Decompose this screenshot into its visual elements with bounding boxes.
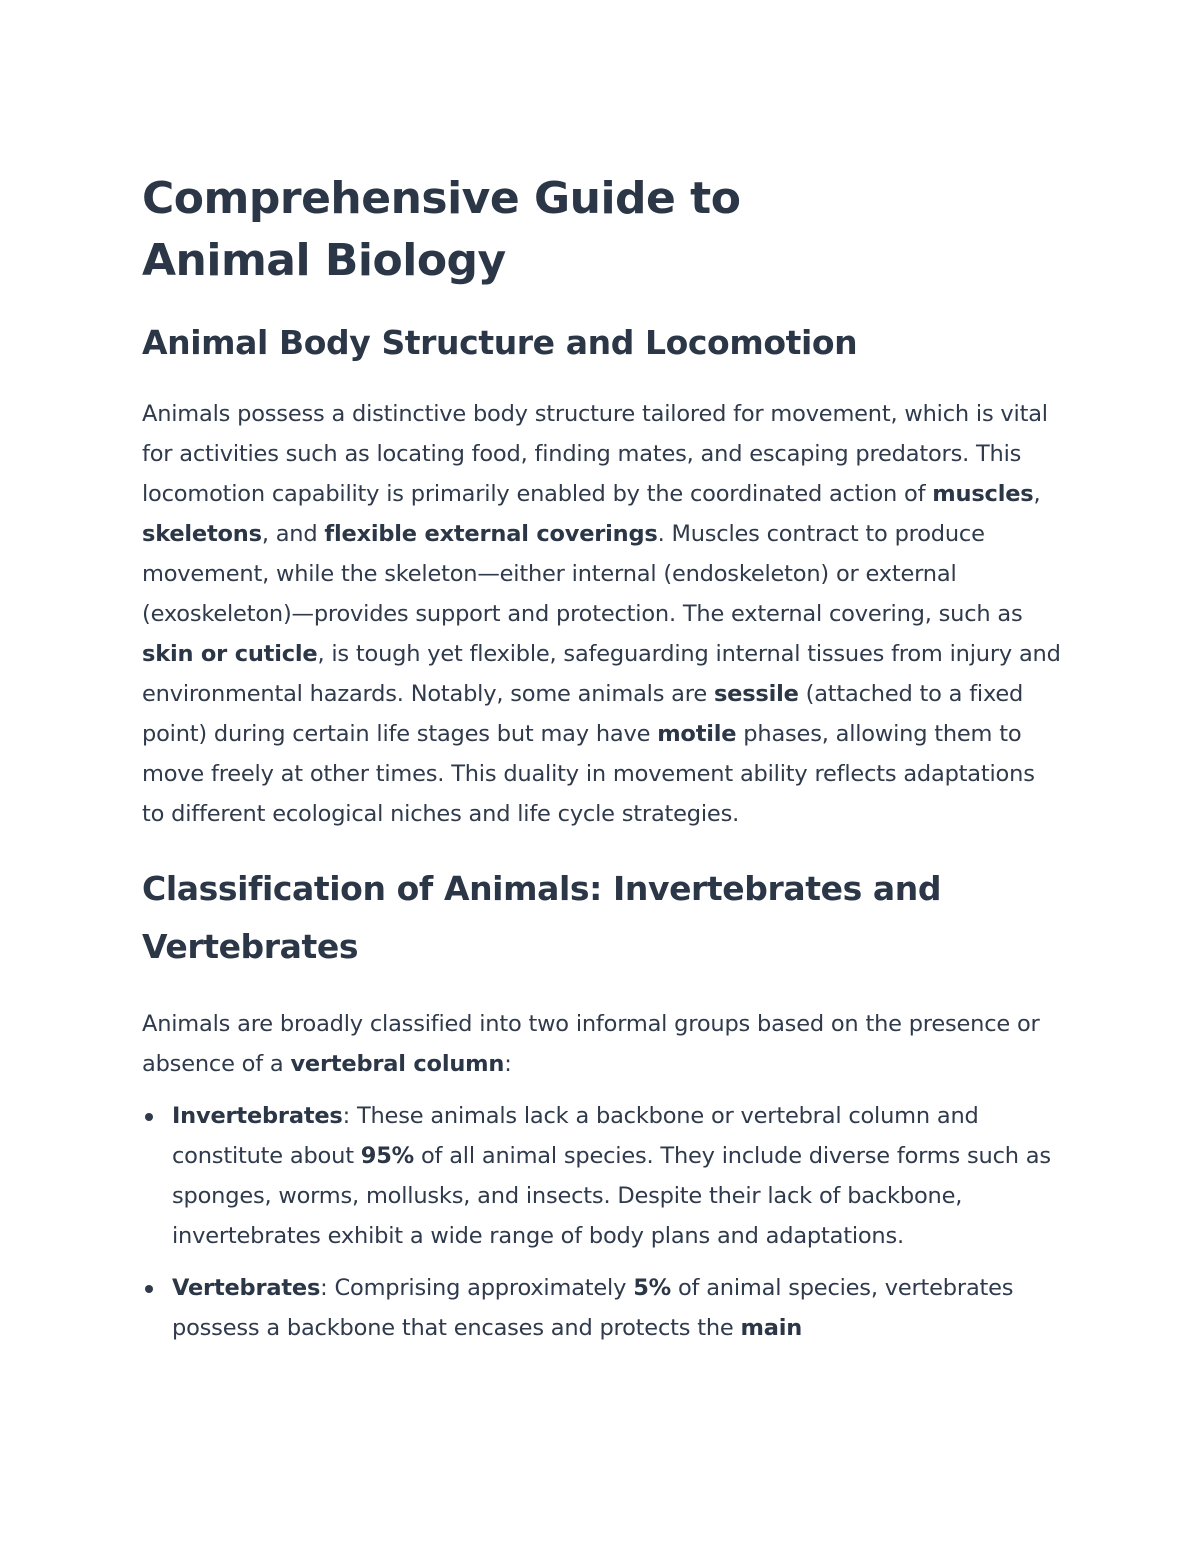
- bold-skin-or-cuticle: skin or cuticle: [142, 641, 318, 667]
- list-item-invertebrates: Invertebrates: These animals lack a backbone or vertebral column and constitute about 95% of all animal species. They include diverse forms such as sponges, worms, mollusks, and insects. Despite their lack of backbone, invertebrates exhibit a wide range of body plans and adaptations.: [142, 1096, 1062, 1256]
- bold-5-percent: 5%: [633, 1275, 671, 1301]
- bold-flexible-external-coverings: flexible external coverings: [324, 521, 658, 547]
- paragraph-classification: Animals are broadly classified into two informal groups based on the presence or absence of a vertebral column:: [142, 1011, 1040, 1077]
- bold-sessile: sessile: [713, 681, 799, 707]
- classification-list: [142, 1096, 1062, 1348]
- bold-main: main: [740, 1315, 803, 1341]
- bold-muscles: muscles: [932, 481, 1034, 507]
- bullet-icon: [145, 1113, 153, 1121]
- paragraph-body-structure: Animals possess a distinctive body structure tailored for movement, which is vital for activities such as locating food, finding mates, and escaping predators. This locomotion capability is primarily enabled by the coordinated action of muscles, skeletons, and flexible external coverings. Muscles contract to produce movement, while the skeleton—either internal (endoskeleton) or external (exoskeleton)—provides support and protection. The external covering, such as skin or cuticle, is tough yet flexible, safeguarding internal tissues from injury and environmental hazards. Notably, some animals are sessile (attached to a fixed point) during certain life stages but may have motile phases, allowing them to move freely at other times. This duality in movement ability reflects adaptations to different ecological niches and life cycle strategies.: [142, 401, 1061, 827]
- page-title: Comprehensive Guide to Animal Biology: [142, 173, 741, 286]
- list-item-vertebrates: Vertebrates: Comprising approximately 5% of animal species, vertebrates possess a backbone that encases and protects the main: [142, 1268, 1062, 1348]
- bold-skeletons: skeletons: [142, 521, 262, 547]
- bold-vertebral-column: vertebral column: [290, 1051, 505, 1077]
- bold-invertebrates-label: Invertebrates: [172, 1103, 343, 1129]
- bold-vertebrates-label: Vertebrates: [172, 1275, 321, 1301]
- section-heading-body-structure: Animal Body Structure and Locomotion: [142, 323, 858, 362]
- bold-motile: motile: [657, 721, 737, 747]
- section-heading-classification: Classification of Animals: Invertebrates and Vertebrates: [142, 869, 942, 966]
- bullet-icon: [145, 1285, 153, 1293]
- bold-95-percent: 95%: [360, 1143, 415, 1169]
- document-page: [142, 168, 1062, 1360]
